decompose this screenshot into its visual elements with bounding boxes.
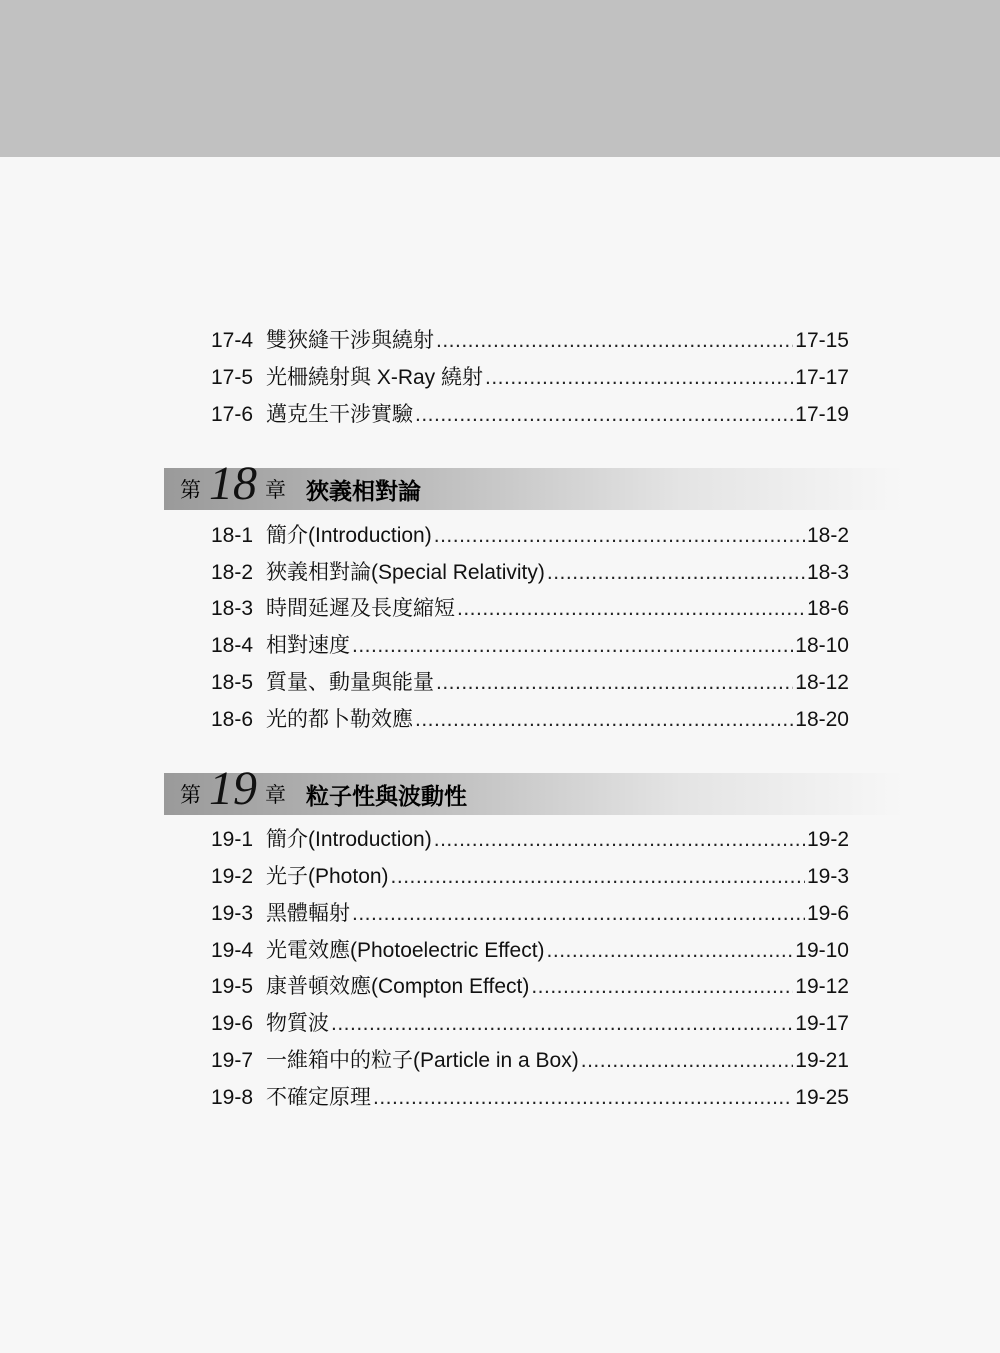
chapter-prefix: 第 [180,784,201,807]
top-band [0,0,1000,157]
toc-entry-18-1[interactable] [211,521,849,551]
dot-leader [531,972,793,1002]
section-number: 19-7 [211,1049,254,1072]
section-title: 康普頓效應(Compton Effect) [266,975,530,998]
dot-leader [485,363,793,393]
dot-leader [415,705,793,735]
page-number: 19-17 [795,1012,849,1035]
section-number: 18-4 [211,634,254,657]
toc-entry-17-5[interactable] [211,363,849,393]
chapter-suffix: 章 [265,479,286,502]
section-number: 19-2 [211,865,254,888]
section-title: 雙狹縫干涉與繞射 [266,329,434,352]
toc-entry-18-6[interactable] [211,705,849,735]
section-title: 黑體輻射 [266,902,350,925]
toc-entry-18-4[interactable] [211,631,849,661]
section-number: 19-4 [211,939,254,962]
section-title: 光柵繞射與 X-Ray 繞射 [266,366,484,389]
page-number: 19-2 [806,828,849,851]
dot-leader [373,1083,793,1113]
section-title: 簡介(Introduction) [266,524,432,547]
chapter-title: 粒子性與波動性 [306,783,467,809]
section-title: 邁克生干涉實驗 [266,403,413,426]
section-number: 19-1 [211,828,254,851]
section-title: 光子(Photon) [266,865,389,888]
section-title: 質量、動量與能量 [266,671,434,694]
section-title: 一維箱中的粒子(Particle in a Box) [266,1049,579,1072]
section-title: 相對速度 [266,634,350,657]
page-number: 19-25 [795,1086,849,1109]
toc-entry-18-2[interactable] [211,558,849,588]
dot-leader [331,1009,793,1039]
section-number: 18-2 [211,561,254,584]
section-number: 18-1 [211,524,254,547]
toc-entry-19-3[interactable] [211,899,849,929]
section-number: 19-6 [211,1012,254,1035]
toc-entry-19-8[interactable] [211,1083,849,1113]
chapter-number: 18 [209,457,257,510]
section-title: 狹義相對論(Special Relativity) [266,561,545,584]
chapter-title: 狹義相對論 [306,478,421,504]
section-title: 物質波 [266,1012,329,1035]
page-number: 18-3 [806,561,849,584]
page-number: 19-21 [795,1049,849,1072]
dot-leader [581,1046,794,1076]
dot-leader [352,899,805,929]
section-number: 18-5 [211,671,254,694]
chapter-18-header [164,457,904,510]
section-title: 簡介(Introduction) [266,828,432,851]
page-number: 17-15 [795,329,849,352]
dot-leader [415,400,793,430]
toc-entry-19-6[interactable] [211,1009,849,1039]
chapter-suffix: 章 [265,784,286,807]
dot-leader [352,631,793,661]
toc-entry-19-4[interactable] [211,936,849,966]
toc-entry-19-7[interactable] [211,1046,849,1076]
page-number: 18-2 [806,524,849,547]
page-number: 17-19 [795,403,849,426]
page-number: 19-3 [806,865,849,888]
section-number: 18-6 [211,708,254,731]
dot-leader [434,825,805,855]
page-number: 19-10 [795,939,849,962]
dot-leader [434,521,805,551]
section-number: 19-8 [211,1086,254,1109]
section-title: 光電效應(Photoelectric Effect) [266,939,545,962]
dot-leader [436,326,793,356]
section-number: 17-5 [211,366,254,389]
page-number: 19-6 [806,902,849,925]
dot-leader [457,594,805,624]
toc-entry-18-3[interactable] [211,594,849,624]
toc-entry-18-5[interactable] [211,668,849,698]
dot-leader [391,862,805,892]
chapter-19-header [164,762,904,815]
toc-entry-19-2[interactable] [211,862,849,892]
section-title: 時間延遲及長度縮短 [266,597,455,620]
section-number: 19-3 [211,902,254,925]
toc-entry-19-5[interactable] [211,972,849,1002]
page-number: 18-10 [795,634,849,657]
toc-entry-19-1[interactable] [211,825,849,855]
page-number: 17-17 [795,366,849,389]
page-number: 19-12 [795,975,849,998]
section-number: 19-5 [211,975,254,998]
page-number: 18-6 [806,597,849,620]
page-number: 18-12 [795,671,849,694]
chapter-prefix: 第 [180,479,201,502]
section-title: 光的都卜勒效應 [266,708,413,731]
dot-leader [547,936,794,966]
chapter-number: 19 [209,762,257,815]
dot-leader [547,558,805,588]
section-number: 17-4 [211,329,254,352]
toc-entry-17-4[interactable] [211,326,849,356]
dot-leader [436,668,793,698]
toc-entry-17-6[interactable] [211,400,849,430]
page-number: 18-20 [795,708,849,731]
section-number: 17-6 [211,403,254,426]
section-title: 不確定原理 [266,1086,371,1109]
section-number: 18-3 [211,597,254,620]
